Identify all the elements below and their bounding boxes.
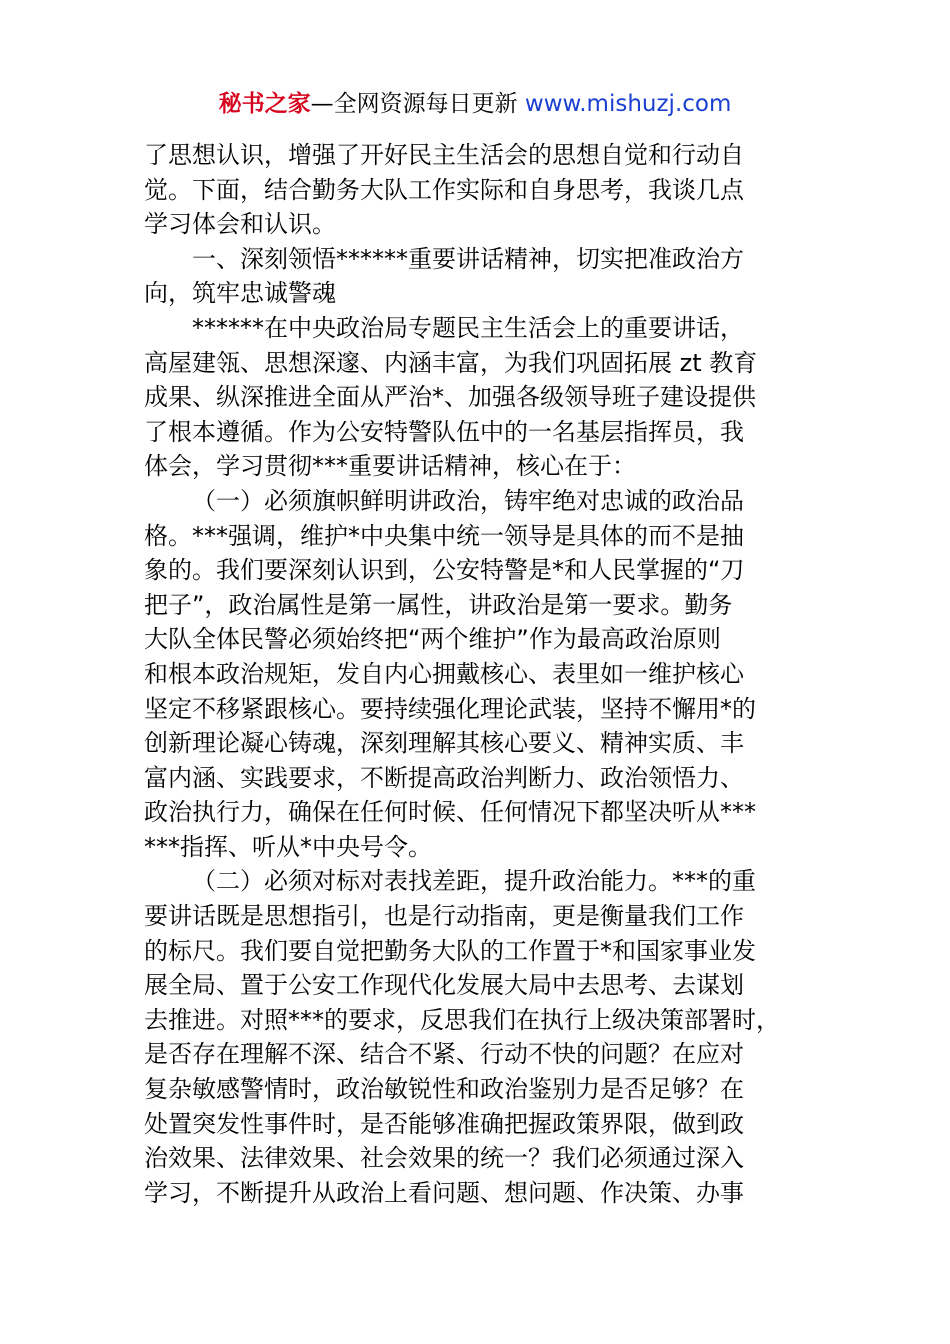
text-line: 向，筑牢忠诚警魂: [144, 279, 336, 308]
text-line: 展全局、置于公安工作现代化发展大局中去思考、去谋划: [144, 971, 744, 1000]
text-line: 去推进。对照***的要求，反思我们在执行上级决策部署时，: [144, 1005, 780, 1034]
text-line: 复杂敏感警情时，政治敏锐性和政治鉴别力是否足够？在: [144, 1075, 744, 1104]
site-url-link[interactable]: www.mishuzj.com: [524, 91, 732, 117]
text-line: 觉。下面，结合勤务大队工作实际和自身思考，我谈几点: [144, 175, 744, 204]
text-line: 和根本政治规矩，发自内心拥戴核心、表里如一维护核心: [144, 659, 744, 688]
text-line: 象的。我们要深刻认识到，公安特警是*和人民掌握的“刀: [144, 556, 745, 585]
text-line: 政治执行力，确保在任何时候、任何情况下都坚决听从***: [144, 798, 756, 827]
site-brand: 秘书之家: [218, 91, 311, 117]
text-line: ******在中央政治局专题民主生活会上的重要讲话，: [192, 313, 744, 342]
text-line: 学习体会和认识。: [144, 210, 336, 239]
text-line: （二）必须对标对表找差距，提升政治能力。***的重: [192, 867, 756, 896]
text-line: 坚定不移紧跟核心。要持续强化理论武装，坚持不懈用*的: [144, 694, 756, 723]
text-line: 处置突发性事件时，是否能够准确把握政策界限，做到政: [144, 1109, 744, 1138]
text-line: 是否存在理解不深、结合不紧、行动不快的问题？在应对: [144, 1040, 744, 1069]
text-line: 格。***强调，维护*中央集中统一领导是具体的而不是抽: [144, 521, 744, 550]
site-tagline: —全网资源每日更新: [310, 91, 525, 117]
text-line: 治效果、法律效果、社会效果的统一？我们必须通过深入: [144, 1144, 744, 1173]
text-line: 了思想认识，增强了开好民主生活会的思想自觉和行动自: [144, 141, 744, 169]
text-line: 要讲话既是思想指引，也是行动指南，更是衡量我们工作: [144, 902, 744, 931]
text-line: （一）必须旗帜鲜明讲政治，铸牢绝对忠诚的政治品: [192, 486, 744, 515]
text-line: 体会，学习贯彻***重要讲话精神，核心在于：: [144, 452, 636, 481]
text-line: 学习，不断提升从政治上看问题、想问题、作决策、办事: [144, 1178, 744, 1207]
text-line: 的标尺。我们要自觉把勤务大队的工作置于*和国家事业发: [144, 936, 756, 965]
text-line: 了根本遵循。作为公安特警队伍中的一名基层指挥员，我: [144, 417, 744, 446]
text-line: 创新理论凝心铸魂，深刻理解其核心要义、精神实质、丰: [144, 729, 744, 758]
text-line: ***指挥、听从*中央号令。: [144, 832, 432, 861]
text-line: 成果、纵深推进全面从严治*、加强各级领导班子建设提供: [144, 383, 756, 412]
document-body: [144, 138, 808, 1210]
site-header: [0, 88, 950, 120]
text-line: 富内涵、实践要求，不断提高政治判断力、政治领悟力、: [144, 763, 744, 792]
text-line: 大队全体民警必须始终把“两个维护”作为最高政治原则: [144, 625, 721, 654]
text-line: 把子”，政治属性是第一属性，讲政治是第一要求。勤务: [144, 590, 733, 619]
text-line: 一、深刻领悟******重要讲话精神，切实把准政治方: [192, 244, 744, 273]
text-line: 高屋建瓴、思想深邃、内涵丰富，为我们巩固拓展 zt 教育: [144, 348, 758, 377]
